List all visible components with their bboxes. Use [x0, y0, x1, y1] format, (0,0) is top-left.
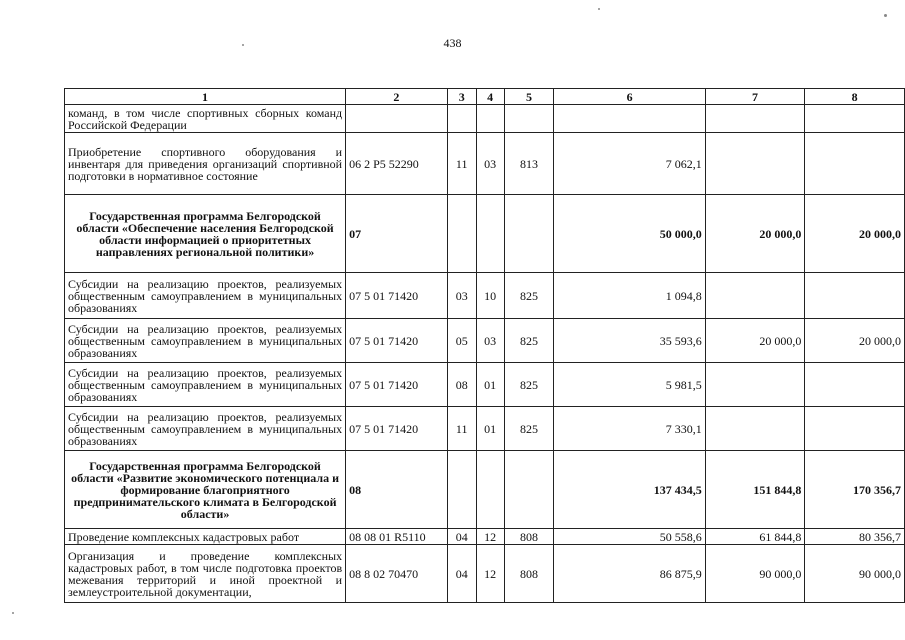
row-amount-6: 86 875,9 [554, 545, 705, 603]
table-row [65, 273, 905, 319]
row-expense-type: 825 [504, 363, 554, 407]
row-expense-type: 825 [504, 273, 554, 319]
row-subsection: 03 [476, 319, 504, 363]
row-expense-type: 825 [504, 407, 554, 451]
row-section [447, 105, 476, 133]
row-amount-6: 50 000,0 [554, 195, 705, 273]
header-col-5: 5 [504, 89, 554, 105]
row-name: Субсидии на реализацию проектов, реализуемых общественным самоуправлением в муниципальных образованиях [65, 363, 346, 407]
table-row [65, 545, 905, 603]
row-code: 06 2 P5 52290 [346, 133, 448, 195]
row-name: Субсидии на реализацию проектов, реализуемых общественным самоуправлением в муниципальных образованиях [65, 319, 346, 363]
row-amount-7: 90 000,0 [705, 545, 805, 603]
table-header-row [65, 89, 905, 105]
row-amount-7 [705, 273, 805, 319]
row-code: 08 08 01 R5110 [346, 529, 448, 545]
header-col-7: 7 [705, 89, 805, 105]
row-expense-type: 825 [504, 319, 554, 363]
row-subsection: 10 [476, 273, 504, 319]
row-subsection [476, 451, 504, 529]
row-section: 11 [447, 133, 476, 195]
scan-speck [884, 14, 887, 17]
row-subsection: 03 [476, 133, 504, 195]
row-code: 07 [346, 195, 448, 273]
row-amount-6: 5 981,5 [554, 363, 705, 407]
row-section: 08 [447, 363, 476, 407]
header-col-6: 6 [554, 89, 705, 105]
row-section: 03 [447, 273, 476, 319]
row-name: Проведение комплексных кадастровых работ [65, 529, 346, 545]
table-row [65, 529, 905, 545]
row-amount-7: 61 844,8 [705, 529, 805, 545]
row-code: 07 5 01 71420 [346, 407, 448, 451]
header-col-2: 2 [346, 89, 448, 105]
row-section: 11 [447, 407, 476, 451]
row-amount-7: 20 000,0 [705, 319, 805, 363]
row-section [447, 451, 476, 529]
table-row [65, 195, 905, 273]
row-expense-type: 808 [504, 545, 554, 603]
table-row [65, 319, 905, 363]
row-name: Субсидии на реализацию проектов, реализуемых общественным самоуправлением в муниципальных образованиях [65, 273, 346, 319]
row-amount-8 [805, 105, 905, 133]
row-name: Организация и проведение комплексных кадастровых работ, в том числе подготовка проектов межевания территорий и иной проектной и землеустроительной документации, [65, 545, 346, 603]
row-section [447, 195, 476, 273]
scan-speck [598, 8, 600, 10]
row-name: Государственная программа Белгородской области «Развитие экономического потенциала и формирование благоприятного предпринимательского климата в Белгородской области» [65, 451, 346, 529]
row-subsection [476, 105, 504, 133]
row-expense-type [504, 105, 554, 133]
row-amount-6: 35 593,6 [554, 319, 705, 363]
row-amount-8 [805, 133, 905, 195]
table-row [65, 363, 905, 407]
row-amount-8 [805, 407, 905, 451]
header-col-4: 4 [476, 89, 504, 105]
row-amount-8: 170 356,7 [805, 451, 905, 529]
row-amount-7: 20 000,0 [705, 195, 805, 273]
row-amount-8 [805, 273, 905, 319]
header-col-8: 8 [805, 89, 905, 105]
row-amount-8: 20 000,0 [805, 319, 905, 363]
header-col-3: 3 [447, 89, 476, 105]
header-col-1: 1 [65, 89, 346, 105]
row-code: 07 5 01 71420 [346, 273, 448, 319]
row-name: Государственная программа Белгородской области «Обеспечение населения Белгородской области информацией о приоритетных направлениях региональной политики» [65, 195, 346, 273]
table-row [65, 451, 905, 529]
row-subsection: 12 [476, 529, 504, 545]
row-amount-7 [705, 105, 805, 133]
row-subsection: 01 [476, 363, 504, 407]
scan-speck [242, 44, 244, 46]
row-name: Субсидии на реализацию проектов, реализуемых общественным самоуправлением в муниципальных образованиях [65, 407, 346, 451]
row-name: команд, в том числе спортивных сборных команд Российской Федерации [65, 105, 346, 133]
page-number: 438 [443, 36, 462, 50]
row-section: 04 [447, 529, 476, 545]
scan-speck [12, 612, 14, 614]
row-subsection: 12 [476, 545, 504, 603]
budget-table [64, 88, 905, 603]
row-amount-6: 50 558,6 [554, 529, 705, 545]
row-code: 07 5 01 71420 [346, 319, 448, 363]
row-amount-7 [705, 407, 805, 451]
row-name: Приобретение спортивного оборудования и инвентаря для приведения организаций спортивной подготовки в нормативное состояние [65, 133, 346, 195]
row-amount-8 [805, 363, 905, 407]
table-row [65, 105, 905, 133]
row-expense-type [504, 451, 554, 529]
row-expense-type: 808 [504, 529, 554, 545]
row-amount-7: 151 844,8 [705, 451, 805, 529]
row-amount-6: 137 434,5 [554, 451, 705, 529]
row-amount-6: 1 094,8 [554, 273, 705, 319]
row-amount-8: 90 000,0 [805, 545, 905, 603]
row-expense-type: 813 [504, 133, 554, 195]
row-subsection: 01 [476, 407, 504, 451]
row-amount-7 [705, 363, 805, 407]
row-amount-6 [554, 105, 705, 133]
row-code [346, 105, 448, 133]
row-amount-6: 7 330,1 [554, 407, 705, 451]
row-subsection [476, 195, 504, 273]
row-code: 08 8 02 70470 [346, 545, 448, 603]
row-amount-8: 20 000,0 [805, 195, 905, 273]
row-amount-6: 7 062,1 [554, 133, 705, 195]
table-row [65, 407, 905, 451]
row-expense-type [504, 195, 554, 273]
row-section: 05 [447, 319, 476, 363]
row-amount-8: 80 356,7 [805, 529, 905, 545]
row-amount-7 [705, 133, 805, 195]
row-code: 07 5 01 71420 [346, 363, 448, 407]
table-row [65, 133, 905, 195]
row-section: 04 [447, 545, 476, 603]
row-code: 08 [346, 451, 448, 529]
